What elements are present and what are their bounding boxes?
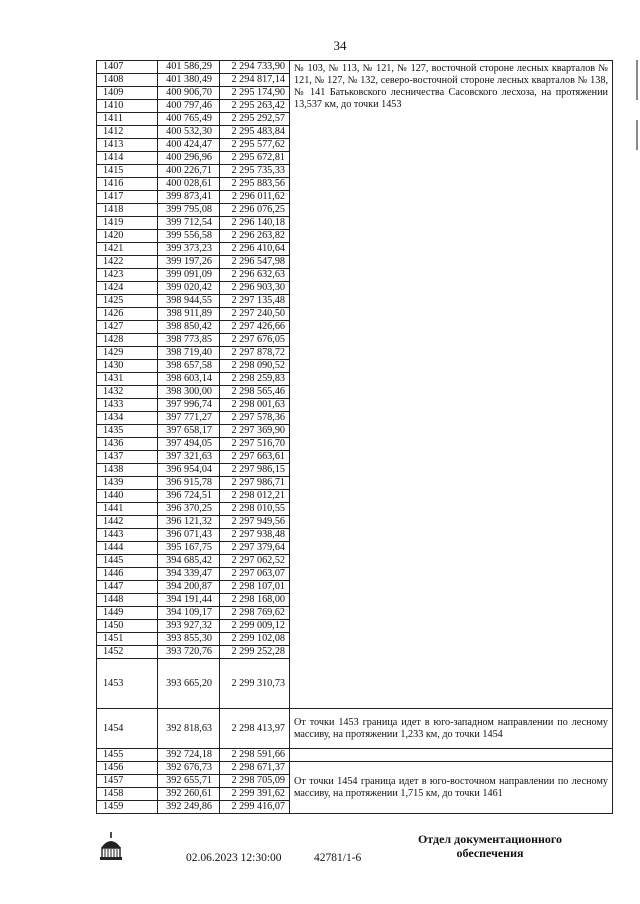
x-coordinate-cell: 400 532,30	[158, 126, 220, 139]
x-coordinate-cell: 397 658,17	[158, 425, 220, 438]
point-id-cell: 1457	[97, 775, 158, 788]
x-coordinate-cell: 392 676,73	[158, 762, 220, 775]
point-id-cell: 1409	[97, 87, 158, 100]
y-coordinate-cell: 2 298 090,52	[220, 360, 290, 373]
x-coordinate-cell: 397 771,27	[158, 412, 220, 425]
point-id-cell: 1442	[97, 516, 158, 529]
x-coordinate-cell: 393 927,32	[158, 620, 220, 633]
y-coordinate-cell: 2 297 676,05	[220, 334, 290, 347]
x-coordinate-cell: 398 719,40	[158, 347, 220, 360]
point-id-cell: 1408	[97, 74, 158, 87]
point-id-cell: 1430	[97, 360, 158, 373]
x-coordinate-cell: 399 873,41	[158, 191, 220, 204]
point-id-cell: 1422	[97, 256, 158, 269]
y-coordinate-cell: 2 295 174,90	[220, 87, 290, 100]
point-id-cell: 1454	[97, 709, 158, 749]
x-coordinate-cell: 394 339,47	[158, 568, 220, 581]
x-coordinate-cell: 396 724,51	[158, 490, 220, 503]
y-coordinate-cell: 2 297 240,50	[220, 308, 290, 321]
x-coordinate-cell: 398 657,58	[158, 360, 220, 373]
x-coordinate-cell: 392 724,18	[158, 749, 220, 762]
x-coordinate-cell: 398 944,55	[158, 295, 220, 308]
y-coordinate-cell: 2 298 705,09	[220, 775, 290, 788]
point-id-cell: 1413	[97, 139, 158, 152]
x-coordinate-cell: 396 915,78	[158, 477, 220, 490]
y-coordinate-cell: 2 297 986,71	[220, 477, 290, 490]
x-coordinate-cell: 392 249,86	[158, 801, 220, 814]
y-coordinate-cell: 2 296 632,63	[220, 269, 290, 282]
x-coordinate-cell: 397 996,74	[158, 399, 220, 412]
x-coordinate-cell: 393 855,30	[158, 633, 220, 646]
y-coordinate-cell: 2 298 565,46	[220, 386, 290, 399]
y-coordinate-cell: 2 298 259,83	[220, 373, 290, 386]
x-coordinate-cell: 399 020,42	[158, 282, 220, 295]
x-coordinate-cell: 396 121,32	[158, 516, 220, 529]
y-coordinate-cell: 2 298 012,21	[220, 490, 290, 503]
x-coordinate-cell: 399 373,23	[158, 243, 220, 256]
x-coordinate-cell: 400 424,47	[158, 139, 220, 152]
point-id-cell: 1450	[97, 620, 158, 633]
x-coordinate-cell: 400 797,46	[158, 100, 220, 113]
point-id-cell: 1434	[97, 412, 158, 425]
x-coordinate-cell: 392 655,71	[158, 775, 220, 788]
point-id-cell: 1441	[97, 503, 158, 516]
y-coordinate-cell: 2 296 263,82	[220, 230, 290, 243]
point-id-cell: 1412	[97, 126, 158, 139]
y-coordinate-cell: 2 296 140,18	[220, 217, 290, 230]
point-id-cell: 1432	[97, 386, 158, 399]
point-id-cell: 1428	[97, 334, 158, 347]
point-id-cell: 1449	[97, 607, 158, 620]
y-coordinate-cell: 2 295 577,62	[220, 139, 290, 152]
y-coordinate-cell: 2 297 516,70	[220, 438, 290, 451]
y-coordinate-cell: 2 297 663,61	[220, 451, 290, 464]
y-coordinate-cell: 2 295 883,56	[220, 178, 290, 191]
stamp-doc-number: 42781/1-6	[314, 852, 362, 864]
point-id-cell: 1415	[97, 165, 158, 178]
point-id-cell: 1416	[97, 178, 158, 191]
point-id-cell: 1419	[97, 217, 158, 230]
point-id-cell: 1420	[97, 230, 158, 243]
x-coordinate-cell: 397 321,63	[158, 451, 220, 464]
table-row	[97, 709, 613, 749]
x-coordinate-cell: 400 226,71	[158, 165, 220, 178]
y-coordinate-cell: 2 297 986,15	[220, 464, 290, 477]
point-id-cell: 1436	[97, 438, 158, 451]
y-coordinate-cell: 2 297 379,64	[220, 542, 290, 555]
point-id-cell: 1452	[97, 646, 158, 659]
department-name: Отдел документационного обеспечения	[417, 832, 563, 860]
y-coordinate-cell: 2 297 578,36	[220, 412, 290, 425]
y-coordinate-cell: 2 297 063,07	[220, 568, 290, 581]
point-id-cell: 1448	[97, 594, 158, 607]
coordinates-table	[96, 60, 613, 814]
y-coordinate-cell: 2 294 733,90	[220, 61, 290, 74]
point-id-cell: 1424	[97, 282, 158, 295]
x-coordinate-cell: 398 603,14	[158, 373, 220, 386]
x-coordinate-cell: 393 665,20	[158, 659, 220, 709]
point-id-cell: 1440	[97, 490, 158, 503]
table-row	[97, 749, 613, 762]
table-row	[97, 61, 613, 74]
y-coordinate-cell: 2 297 062,52	[220, 555, 290, 568]
x-coordinate-cell: 396 370,25	[158, 503, 220, 516]
x-coordinate-cell: 399 795,08	[158, 204, 220, 217]
y-coordinate-cell: 2 295 483,84	[220, 126, 290, 139]
x-coordinate-cell: 400 906,70	[158, 87, 220, 100]
y-coordinate-cell: 2 297 369,90	[220, 425, 290, 438]
y-coordinate-cell: 2 296 076,25	[220, 204, 290, 217]
x-coordinate-cell: 392 818,63	[158, 709, 220, 749]
point-id-cell: 1407	[97, 61, 158, 74]
y-coordinate-cell: 2 298 413,97	[220, 709, 290, 749]
point-id-cell: 1418	[97, 204, 158, 217]
y-coordinate-cell: 2 297 135,48	[220, 295, 290, 308]
duma-building-emblem-icon	[94, 830, 128, 864]
boundary-description-cell: От точки 1454 граница идет в юго-восточном направлении по лесному массиву, на протяжении 1,715 км, до точки 1461	[290, 762, 613, 814]
boundary-description-cell: От точки 1453 граница идет в юго-западном направлении по лесному массиву, на протяжении 1,233 км, до точки 1454	[290, 709, 613, 749]
y-coordinate-cell: 2 295 263,42	[220, 100, 290, 113]
point-id-cell: 1459	[97, 801, 158, 814]
x-coordinate-cell: 396 071,43	[158, 529, 220, 542]
x-coordinate-cell: 395 167,75	[158, 542, 220, 555]
x-coordinate-cell: 398 773,85	[158, 334, 220, 347]
point-id-cell: 1433	[97, 399, 158, 412]
y-coordinate-cell: 2 299 416,07	[220, 801, 290, 814]
x-coordinate-cell: 396 954,04	[158, 464, 220, 477]
boundary-description-cell: № 103, № 113, № 121, № 127, восточной стороне лесных кварталов № 121, № 127, № 132, северо-восточной стороне лесных кварталов № 138, № 141 Батьковского лесничества Сасовского лесхоза, на протяжении 13,537 км, до точки 1453	[290, 61, 613, 709]
table-row	[97, 762, 613, 775]
y-coordinate-cell: 2 299 009,12	[220, 620, 290, 633]
point-id-cell: 1410	[97, 100, 158, 113]
x-coordinate-cell: 394 109,17	[158, 607, 220, 620]
y-coordinate-cell: 2 298 769,62	[220, 607, 290, 620]
point-id-cell: 1431	[97, 373, 158, 386]
x-coordinate-cell: 394 191,44	[158, 594, 220, 607]
x-coordinate-cell: 397 494,05	[158, 438, 220, 451]
x-coordinate-cell: 398 300,00	[158, 386, 220, 399]
x-coordinate-cell: 401 380,49	[158, 74, 220, 87]
x-coordinate-cell: 399 197,26	[158, 256, 220, 269]
point-id-cell: 1429	[97, 347, 158, 360]
x-coordinate-cell: 400 296,96	[158, 152, 220, 165]
point-id-cell: 1438	[97, 464, 158, 477]
y-coordinate-cell: 2 298 001,63	[220, 399, 290, 412]
x-coordinate-cell: 399 091,09	[158, 269, 220, 282]
point-id-cell: 1437	[97, 451, 158, 464]
y-coordinate-cell: 2 298 591,66	[220, 749, 290, 762]
x-coordinate-cell: 393 720,76	[158, 646, 220, 659]
y-coordinate-cell: 2 296 903,30	[220, 282, 290, 295]
page-number: 34	[333, 38, 347, 53]
stamp-datetime: 02.06.2023 12:30:00	[186, 852, 282, 864]
y-coordinate-cell: 2 297 878,72	[220, 347, 290, 360]
y-coordinate-cell: 2 297 938,48	[220, 529, 290, 542]
x-coordinate-cell: 398 911,89	[158, 308, 220, 321]
y-coordinate-cell: 2 299 252,28	[220, 646, 290, 659]
x-coordinate-cell: 401 586,29	[158, 61, 220, 74]
x-coordinate-cell: 399 556,58	[158, 230, 220, 243]
point-id-cell: 1425	[97, 295, 158, 308]
point-id-cell: 1444	[97, 542, 158, 555]
point-id-cell: 1421	[97, 243, 158, 256]
point-id-cell: 1458	[97, 788, 158, 801]
point-id-cell: 1443	[97, 529, 158, 542]
point-id-cell: 1411	[97, 113, 158, 126]
x-coordinate-cell: 400 765,49	[158, 113, 220, 126]
x-coordinate-cell: 394 685,42	[158, 555, 220, 568]
y-coordinate-cell: 2 295 292,57	[220, 113, 290, 126]
y-coordinate-cell: 2 297 949,56	[220, 516, 290, 529]
scan-edge-mark	[636, 120, 638, 150]
point-id-cell: 1447	[97, 581, 158, 594]
y-coordinate-cell: 2 296 410,64	[220, 243, 290, 256]
x-coordinate-cell: 392 260,61	[158, 788, 220, 801]
y-coordinate-cell: 2 297 426,66	[220, 321, 290, 334]
point-id-cell: 1417	[97, 191, 158, 204]
y-coordinate-cell: 2 299 310,73	[220, 659, 290, 709]
y-coordinate-cell: 2 299 102,08	[220, 633, 290, 646]
point-id-cell: 1427	[97, 321, 158, 334]
y-coordinate-cell: 2 298 010,55	[220, 503, 290, 516]
y-coordinate-cell: 2 296 011,62	[220, 191, 290, 204]
x-coordinate-cell: 394 200,87	[158, 581, 220, 594]
boundary-description-cell	[290, 749, 613, 762]
x-coordinate-cell: 398 850,42	[158, 321, 220, 334]
y-coordinate-cell: 2 295 735,33	[220, 165, 290, 178]
point-id-cell: 1455	[97, 749, 158, 762]
y-coordinate-cell: 2 294 817,14	[220, 74, 290, 87]
y-coordinate-cell: 2 299 391,62	[220, 788, 290, 801]
point-id-cell: 1446	[97, 568, 158, 581]
point-id-cell: 1445	[97, 555, 158, 568]
y-coordinate-cell: 2 298 168,00	[220, 594, 290, 607]
point-id-cell: 1451	[97, 633, 158, 646]
point-id-cell: 1439	[97, 477, 158, 490]
point-id-cell: 1435	[97, 425, 158, 438]
point-id-cell: 1453	[97, 659, 158, 709]
point-id-cell: 1456	[97, 762, 158, 775]
x-coordinate-cell: 400 028,61	[158, 178, 220, 191]
y-coordinate-cell: 2 296 547,98	[220, 256, 290, 269]
x-coordinate-cell: 399 712,54	[158, 217, 220, 230]
point-id-cell: 1423	[97, 269, 158, 282]
y-coordinate-cell: 2 295 672,81	[220, 152, 290, 165]
point-id-cell: 1426	[97, 308, 158, 321]
point-id-cell: 1414	[97, 152, 158, 165]
y-coordinate-cell: 2 298 671,37	[220, 762, 290, 775]
scan-edge-mark	[636, 60, 638, 100]
y-coordinate-cell: 2 298 107,01	[220, 581, 290, 594]
